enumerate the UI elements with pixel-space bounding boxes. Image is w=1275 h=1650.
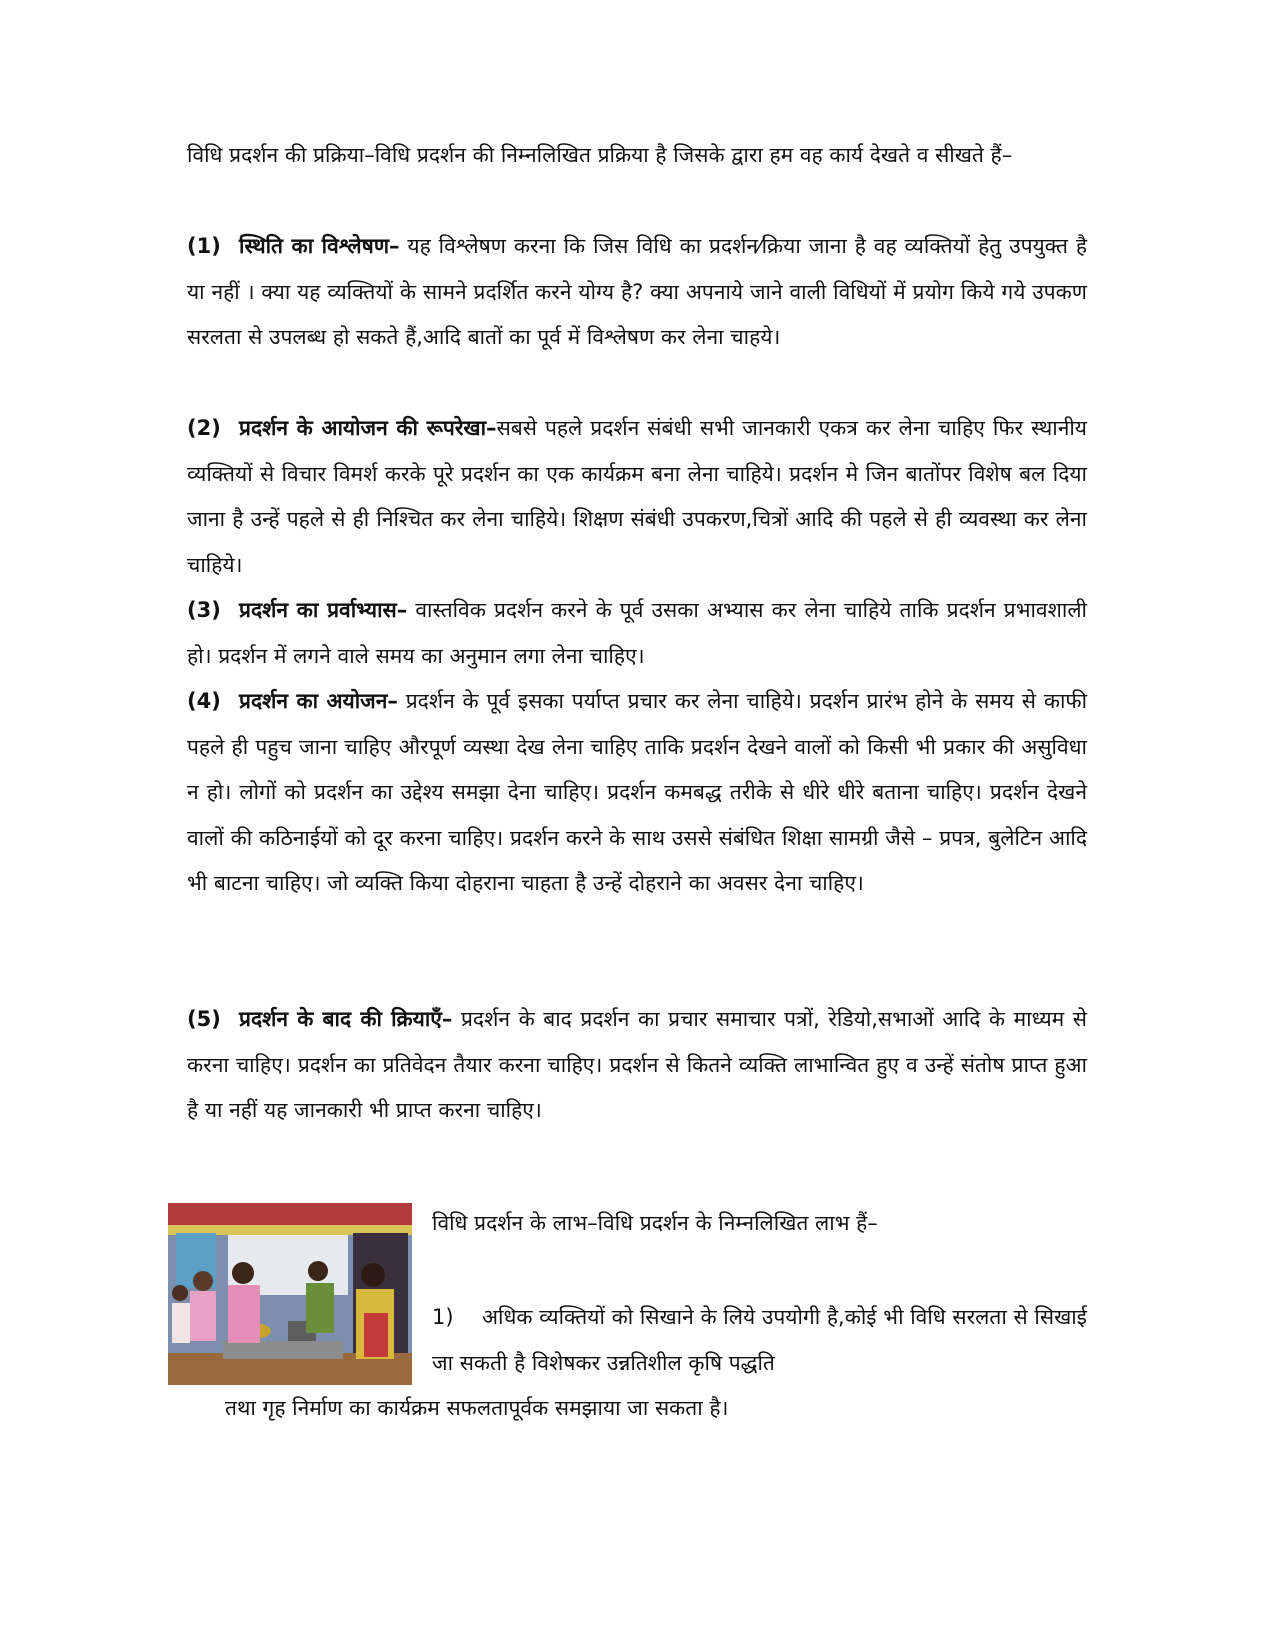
step-2-title: प्रदर्शन के आयोजन की रूपरेखा– xyxy=(239,416,497,440)
benefit-1-text: अधिक व्यक्तियों को सिखाने के लिये उपयोगी है,कोई भी विधि सरलता से सिखाई जा सकती है विशेषकर उन्नतिशील कृषि पद्धति xyxy=(432,1305,1087,1375)
step-4-text: प्रदर्शन के पूर्व इसका पर्याप्त प्रचार कर लेना चाहिये। प्रदर्शन प्रारंभ होने के समय से काफी पहले ही पहुच जाना चाहिए औरपूर्ण व्यस्था देख लेना चाहिए ताकि प्रदर्शन देखने वालों को किसी भी प्रकार की असुविधा न हो। लोगों को प्रदर्शन का उद्देश्य समझा देना चाहिए। प्रदर्शन कमबद्ध तरीके से धीरे धीरे बताना चाहिए। प्रदर्शन देखने वालों की कठिनाईयों को दूर करना चाहिए। प्रदर्शन करने के साथ उससे संबंधित शिक्षा सामग्री जैसे – प्रपत्र, बुलेटिन आदि भी बाटना चाहिए। जो व्यक्ति किया दोहराना चाहता है उन्हें दोहराने का अवसर देना चाहिए। xyxy=(187,689,1088,895)
step-1-number: (1) xyxy=(187,234,221,258)
step-1-paragraph xyxy=(187,224,1087,361)
step-4-number: (4) xyxy=(187,689,221,713)
demonstration-photo xyxy=(168,1203,412,1385)
intro-paragraph xyxy=(187,133,1087,179)
step-1-text: यह विश्लेषण करना कि जिस विधि का प्रदर्शन⁄क्रिया जाना है वह व्यक्तियों हेतु उपयुक्त है या नहीं । क्या यह व्यक्तियों के सामने प्रदर्शित करने योग्य है? क्या अपनाये जाने वाली विधियों में प्रयोग किये गये उपकण सरलता से उपलब्ध हो सकते हैं,आदि बातों का पूर्व में विश्लेषण कर लेना चाहये। xyxy=(187,234,1087,349)
step-3-text: वास्तविक प्रदर्शन करने के पूर्व उसका अभ्यास कर लेना चाहिये ताकि प्रदर्शन प्रभावशाली हो। प्रदर्शन में लगने वाले समय का अनुमान लगा लेना चाहिए। xyxy=(187,598,1087,668)
benefit-1-paragraph xyxy=(432,1295,1087,1386)
step-5-title: प्रदर्शन के बाद की क्रियाएँ– xyxy=(239,1007,453,1031)
step-5-paragraph xyxy=(187,997,1087,1134)
step-4-title: प्रदर्शन का अयोजन– xyxy=(239,689,398,713)
step-2-number: (2) xyxy=(187,416,221,440)
step-3-title: प्रदर्शन का प्रर्वाभ्यास– xyxy=(239,598,408,622)
step-1-title: स्थिति का विश्लेषण– xyxy=(239,234,400,258)
benefit-1-continuation: तथा गृह निर्माण का कार्यक्रम सफलतापूर्वक समझाया जा सकता है। xyxy=(225,1396,729,1420)
step-2-paragraph xyxy=(187,406,1087,588)
benefits-heading: विधि प्रदर्शन के लाभ–विधि प्रदर्शन के निम्नलिखित लाभ हैं– xyxy=(432,1211,878,1235)
step-5-number: (5) xyxy=(187,1007,221,1031)
intro-text: विधि प्रदर्शन की प्रक्रिया–विधि प्रदर्शन की निम्नलिखित प्रक्रिया है जिसके द्वारा हम वह कार्य देखते व सीखते हैं– xyxy=(187,143,1013,167)
benefit-1-number: 1) xyxy=(432,1305,454,1329)
step-3-number: (3) xyxy=(187,598,221,622)
step-5-text: प्रदर्शन के बाद प्रदर्शन का प्रचार समाचार पत्रों, रेडियो,सभाओं आदि के माध्यम से करना चाहिए। प्रदर्शन का प्रतिवेदन तैयार करना चाहिए। प्रदर्शन से कितने व्यक्ति लाभान्वित हुए व उन्हें संतोष प्राप्त हुआ है या नहीं यह जानकारी भी प्राप्त करना चाहिए। xyxy=(187,1007,1087,1122)
step-3-paragraph xyxy=(187,588,1087,679)
step-2-text: सबसे पहले प्रदर्शन संबंधी सभी जानकारी एकत्र कर लेना चाहिए फिर स्थानीय व्यक्तियों से विचार विमर्श करके पूरे प्रदर्शन का एक कार्यक्रम बना लेना चाहिये। प्रदर्शन मे जिन बातोंपर विशेष बल दिया जाना है उन्हें पहले से ही निश्चित कर लेना चाहिये। शिक्षण संबंधी उपकरण,चित्रों आदि की पहले से ही व्यवस्था कर लेना चाहिये। xyxy=(187,416,1087,577)
step-4-paragraph xyxy=(187,679,1087,907)
